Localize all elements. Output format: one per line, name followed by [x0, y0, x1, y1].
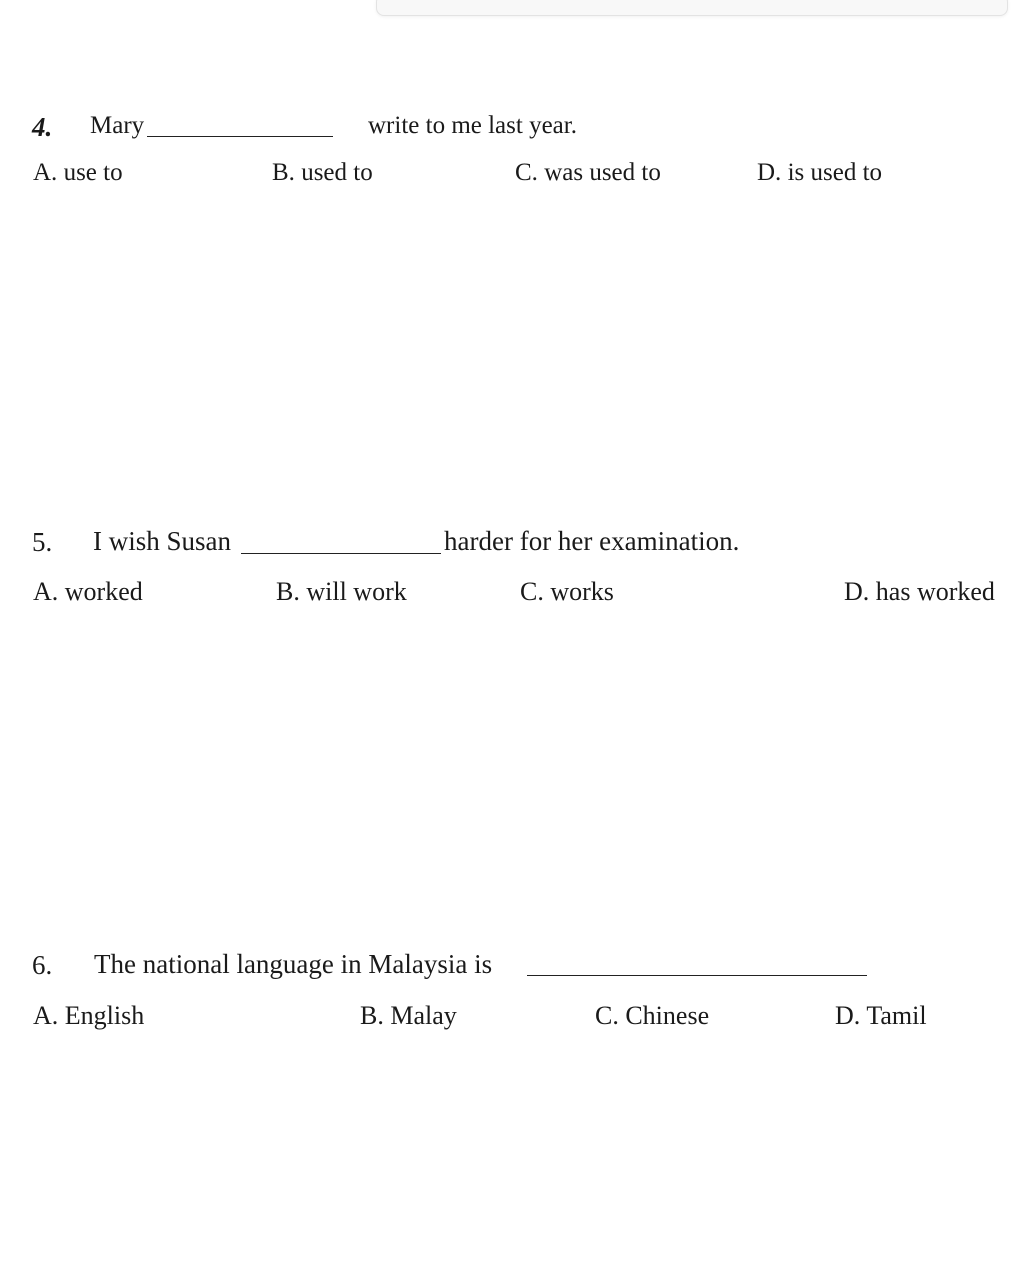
- question-text-before: Mary: [90, 112, 145, 139]
- option-letter: B.: [360, 1001, 384, 1030]
- option-c[interactable]: [520, 579, 614, 605]
- option-b[interactable]: [276, 579, 407, 605]
- option-letter: A.: [33, 577, 59, 606]
- option-text: use to: [63, 159, 123, 186]
- option-d[interactable]: [835, 1003, 927, 1029]
- question-text-after: write to me last year.: [368, 112, 577, 139]
- option-text: has worked: [875, 577, 995, 606]
- option-b[interactable]: [360, 1003, 457, 1029]
- option-text: was used to: [544, 159, 661, 186]
- question-text-before: I wish Susan: [93, 526, 232, 556]
- option-letter: C.: [515, 159, 538, 186]
- option-text: English: [64, 1001, 145, 1030]
- question-text-after: harder for her examination.: [444, 526, 740, 556]
- option-a[interactable]: [33, 579, 143, 605]
- option-letter: C.: [520, 577, 544, 606]
- option-text: will work: [306, 577, 407, 606]
- option-a[interactable]: [33, 1003, 144, 1029]
- question-text-before: The national language in Malaysia is: [94, 949, 493, 979]
- option-d[interactable]: [844, 579, 995, 605]
- option-text: Chinese: [625, 1001, 710, 1030]
- option-letter: D.: [844, 577, 870, 606]
- option-letter: A.: [33, 159, 58, 186]
- top-bar: [376, 0, 1008, 16]
- option-text: Tamil: [866, 1001, 927, 1030]
- option-letter: B.: [276, 577, 300, 606]
- option-text: worked: [64, 577, 143, 606]
- option-text: used to: [301, 159, 373, 186]
- question-number: 5.: [32, 527, 53, 557]
- option-a[interactable]: [33, 160, 123, 185]
- option-b[interactable]: [272, 160, 373, 185]
- answer-blank[interactable]: [241, 553, 441, 554]
- option-text: works: [550, 577, 614, 606]
- option-d[interactable]: [757, 160, 882, 185]
- option-letter: B.: [272, 159, 295, 186]
- question-number: 6.: [32, 950, 53, 980]
- option-c[interactable]: [515, 160, 661, 185]
- option-c[interactable]: [595, 1003, 709, 1029]
- answer-blank[interactable]: [147, 136, 333, 137]
- question-number: 4.: [32, 112, 53, 142]
- option-letter: C.: [595, 1001, 619, 1030]
- option-letter: A.: [33, 1001, 59, 1030]
- option-letter: D.: [757, 159, 782, 186]
- option-text: is used to: [787, 159, 883, 186]
- answer-blank[interactable]: [527, 975, 867, 976]
- option-letter: D.: [835, 1001, 861, 1030]
- option-text: Malay: [390, 1001, 457, 1030]
